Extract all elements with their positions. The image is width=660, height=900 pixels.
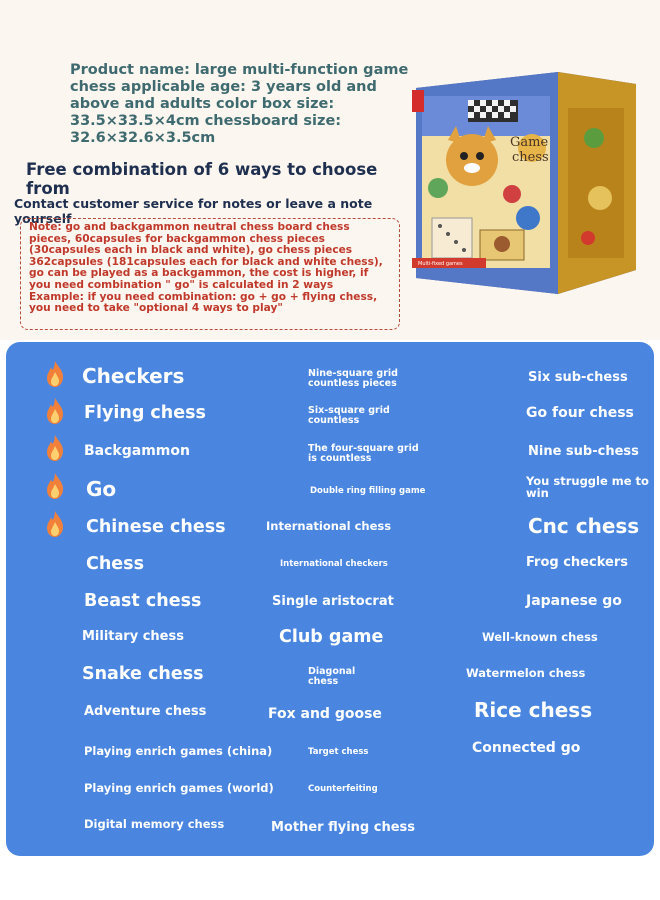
game-chess: Chess bbox=[86, 554, 145, 574]
game-playing-enrich-china: Playing enrich games (china) bbox=[84, 744, 273, 758]
game-rice-chess: Rice chess bbox=[474, 698, 593, 722]
game-connected-go: Connected go bbox=[472, 740, 581, 756]
game-snake-chess: Snake chess bbox=[82, 664, 204, 684]
game-watermelon-chess: Watermelon chess bbox=[466, 666, 586, 680]
game-cnc-chess: Cnc chess bbox=[528, 514, 640, 538]
game-playing-enrich-world: Playing enrich games (world) bbox=[84, 781, 274, 795]
game-fox-and-goose: Fox and goose bbox=[268, 706, 382, 722]
game-you-struggle: You struggle me to win bbox=[526, 474, 649, 500]
game-beast-chess: Beast chess bbox=[84, 591, 202, 611]
game-nine-square-grid: Nine-square grid countless pieces bbox=[308, 368, 398, 389]
game-six-sub-chess: Six sub-chess bbox=[528, 370, 628, 385]
game-frog-checkers: Frog checkers bbox=[526, 555, 628, 570]
game-single-aristocrat: Single aristocrat bbox=[272, 594, 394, 609]
box-strip-label: Multi-fixed games bbox=[418, 261, 463, 267]
note-text: Note: go and backgammon neutral chess board chess pieces, 60capsules for backgammon chess pieces (30capsules each in black and white), go chess pieces 362capsules (181capsules each for black and white chess), go can be played as a backgammon, the cost is higher, if you need combination " go" is calculated in 2 ways Example: if you need combination: go + go + flying chess, you need to take "optional 4 ways to play" bbox=[29, 221, 383, 315]
game-diagonal-chess: Diagonal chess bbox=[308, 666, 356, 687]
game-counterfeiting: Counterfeiting bbox=[308, 784, 378, 794]
game-four-square-grid: The four-square grid is countless bbox=[308, 443, 419, 464]
game-double-ring: Double ring filling game bbox=[310, 486, 426, 496]
contact-note: Contact customer service for notes or leave a note yourself bbox=[14, 196, 373, 226]
game-international-checkers: International checkers bbox=[280, 559, 388, 569]
product-box-image bbox=[408, 48, 640, 296]
product-info: Product name: large multi-function game chess applicable age: 3 years old and above and adults color box size: 33.5×33.5×4cm chessboard size: 32.6×32.6×3.5cm bbox=[70, 62, 409, 146]
game-mother-flying-chess: Mother flying chess bbox=[271, 820, 415, 835]
game-go-four-chess: Go four chess bbox=[526, 405, 634, 421]
game-six-square-grid: Six-square grid countless bbox=[308, 405, 390, 426]
game-target-chess: Target chess bbox=[308, 747, 369, 757]
game-military-chess: Military chess bbox=[82, 629, 184, 644]
game-japanese-go: Japanese go bbox=[526, 593, 622, 609]
game-checkers: Checkers bbox=[82, 364, 185, 388]
game-backgammon: Backgammon bbox=[84, 443, 190, 459]
note-box bbox=[20, 218, 400, 330]
headline: Free combination of 6 ways to choose from bbox=[26, 160, 378, 198]
flame-icon bbox=[44, 510, 66, 538]
game-adventure-chess: Adventure chess bbox=[84, 704, 207, 719]
game-chinese-chess: Chinese chess bbox=[86, 517, 226, 537]
game-well-known-chess: Well-known chess bbox=[482, 630, 598, 644]
game-flying-chess: Flying chess bbox=[84, 403, 206, 423]
games-panel bbox=[6, 342, 654, 856]
flame-icon bbox=[44, 434, 66, 462]
game-go: Go bbox=[86, 477, 117, 501]
flame-icon bbox=[44, 360, 66, 388]
game-international-chess: International chess bbox=[266, 519, 392, 533]
flame-icon bbox=[44, 472, 66, 500]
box-title-1: Game bbox=[510, 135, 549, 150]
flame-icon bbox=[44, 397, 66, 425]
game-nine-sub-chess: Nine sub-chess bbox=[528, 444, 639, 459]
box-title-2: chess bbox=[512, 150, 549, 165]
game-club-game: Club game bbox=[279, 627, 384, 647]
game-digital-memory-chess: Digital memory chess bbox=[84, 817, 225, 831]
